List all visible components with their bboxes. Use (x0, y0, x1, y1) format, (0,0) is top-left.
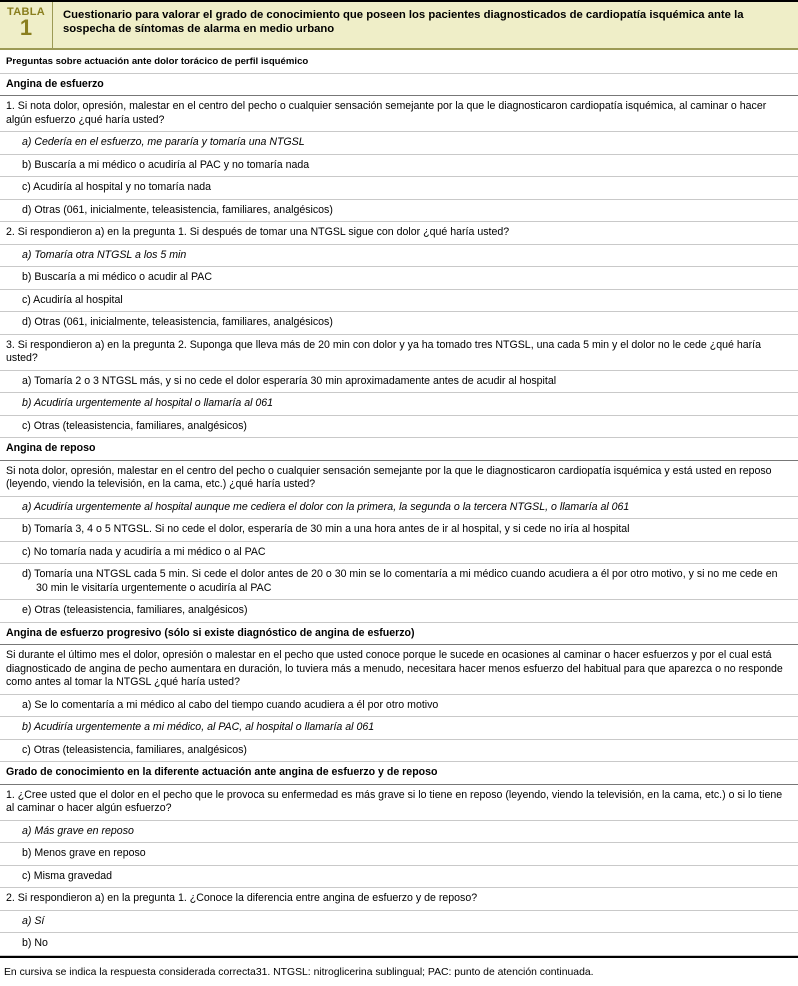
table-number: 1 (19, 15, 33, 40)
questionnaire-rows (0, 50, 798, 958)
answer-option: d) Otras (061, inicialmente, teleasistencia, familiares, analgésicos) (0, 312, 798, 335)
section-subheading: Preguntas sobre actuación ante dolor torácico de perfil isquémico (0, 50, 798, 74)
answer-option: c) Acudiría al hospital (0, 290, 798, 313)
table-footnote: En cursiva se indica la respuesta considerada correcta31. NTGSL: nitroglicerina sublingual; PAC: punto de atención continuada. (4, 966, 594, 978)
answer-option: c) Misma gravedad (0, 866, 798, 889)
section-heading: Angina de reposo (0, 438, 798, 461)
section-heading: Grado de conocimiento en la diferente actuación ante angina de esfuerzo y de reposo (0, 762, 798, 785)
answer-option-correct: b) Acudiría urgentemente a mi médico, al PAC, al hospital o llamaría al 061 (0, 717, 798, 740)
answer-option-correct: a) Acudiría urgentemente al hospital aunque me cediera el dolor con la primera, la segunda o la tercera NTGSL, o llamaría al 061 (0, 497, 798, 520)
answer-option: c) Acudiría al hospital y no tomaría nada (0, 177, 798, 200)
table-header (0, 0, 798, 50)
answer-option: a) Se lo comentaría a mi médico al cabo del tiempo cuando acudiera a él por otro motivo (0, 695, 798, 718)
question-text: 1. Si nota dolor, opresión, malestar en el centro del pecho o cualquier sensación semejante por la que le diagnosticaron cardiopatía isquémica, al caminar o hacer algún esfuerzo ¿qué haría usted? (0, 96, 798, 132)
answer-option-correct: a) Tomaría otra NTGSL a los 5 min (0, 245, 798, 268)
answer-option: c) No tomaría nada y acudiría a mi médico o al PAC (0, 542, 798, 565)
answer-option-correct: a) Más grave en reposo (0, 821, 798, 844)
answer-option: b) Tomaría 3, 4 o 5 NTGSL. Si no cede el dolor, esperaría de 30 min a una hora antes de ir al hospital, y si cede no iría al hospital (0, 519, 798, 542)
question-text: 3. Si respondieron a) en la pregunta 2. Suponga que lleva más de 20 min con dolor y ya ha tomado tres NTGSL, una cada 5 min y el dolor no le cede ¿qué haría usted? (0, 335, 798, 371)
table-number-box (0, 2, 52, 48)
answer-option-correct: b) Acudiría urgentemente al hospital o llamaría al 061 (0, 393, 798, 416)
answer-option: a) Tomaría 2 o 3 NTGSL más, y si no cede el dolor esperaría 30 min aproximadamente antes de acudir al hospital (0, 371, 798, 394)
answer-option: b) Menos grave en reposo (0, 843, 798, 866)
answer-option: d) Otras (061, inicialmente, teleasistencia, familiares, analgésicos) (0, 200, 798, 223)
answer-option (0, 564, 798, 600)
table-title-container (52, 2, 798, 48)
answer-option: c) Otras (teleasistencia, familiares, analgésicos) (0, 416, 798, 439)
answer-option-correct: a) Cedería en el esfuerzo, me pararía y tomaría una NTGSL (0, 132, 798, 155)
answer-option-correct: a) Sí (0, 911, 798, 934)
question-text: 2. Si respondieron a) en la pregunta 1. ¿Conoce la diferencia entre angina de esfuerzo y de reposo? (0, 888, 798, 911)
section-heading: Angina de esfuerzo progresivo (sólo si existe diagnóstico de angina de esfuerzo) (0, 623, 798, 646)
table-label: TABLA (7, 6, 45, 18)
answer-option: b) Buscaría a mi médico o acudiría al PAC y no tomaría nada (0, 155, 798, 178)
question-text: Si durante el último mes el dolor, opresión o malestar en el pecho que usted conoce porque le sucede en ocasiones al caminar o hacer esfuerzos y por el cual está diagnosticado de angina de pecho aumentara en duración, lo tuviera más a menudo, necesitara hacer menos esfuerzo del habitual para que aparezca o no responde como antes al tomar la NTGSL ¿qué haría usted? (0, 645, 798, 695)
question-text: 1. ¿Cree usted que el dolor en el pecho que le provoca su enfermedad es más grave si lo tiene en reposo (leyendo, viendo la televisión, en la cama, etc.) o si lo tiene al caminar o hacer algún esfuerzo? (0, 785, 798, 821)
question-text: 2. Si respondieron a) en la pregunta 1. Si después de tomar una NTGSL sigue con dolor ¿qué haría usted? (0, 222, 798, 245)
answer-option: b) Buscaría a mi médico o acudir al PAC (0, 267, 798, 290)
table-title: Cuestionario para valorar el grado de conocimiento que poseen los pacientes diagnosticados de cardiopatía isquémica ante la sospecha de síntomas de alarma en medio urbano (63, 9, 744, 35)
question-text: Si nota dolor, opresión, malestar en el centro del pecho o cualquier sensación semejante por la que le diagnosticaron cardiopatía isquémica y está usted en reposo (leyendo, viendo la televisión, en la cama, etc.) ¿qué haría usted? (0, 461, 798, 497)
answer-option: e) Otras (teleasistencia, familiares, analgésicos) (0, 600, 798, 623)
section-heading: Angina de esfuerzo (0, 74, 798, 97)
answer-option-text: d) Tomaría una NTGSL cada 5 min. Si cede el dolor antes de 20 o 30 min se lo comentaría a mi médico cuando acudiera a él por otro motivo, y si no me cede en 30 min le visitaría urgentemente o acudiría al PAC (22, 568, 778, 594)
answer-option: b) No (0, 933, 798, 956)
answer-option: c) Otras (teleasistencia, familiares, analgésicos) (0, 740, 798, 763)
